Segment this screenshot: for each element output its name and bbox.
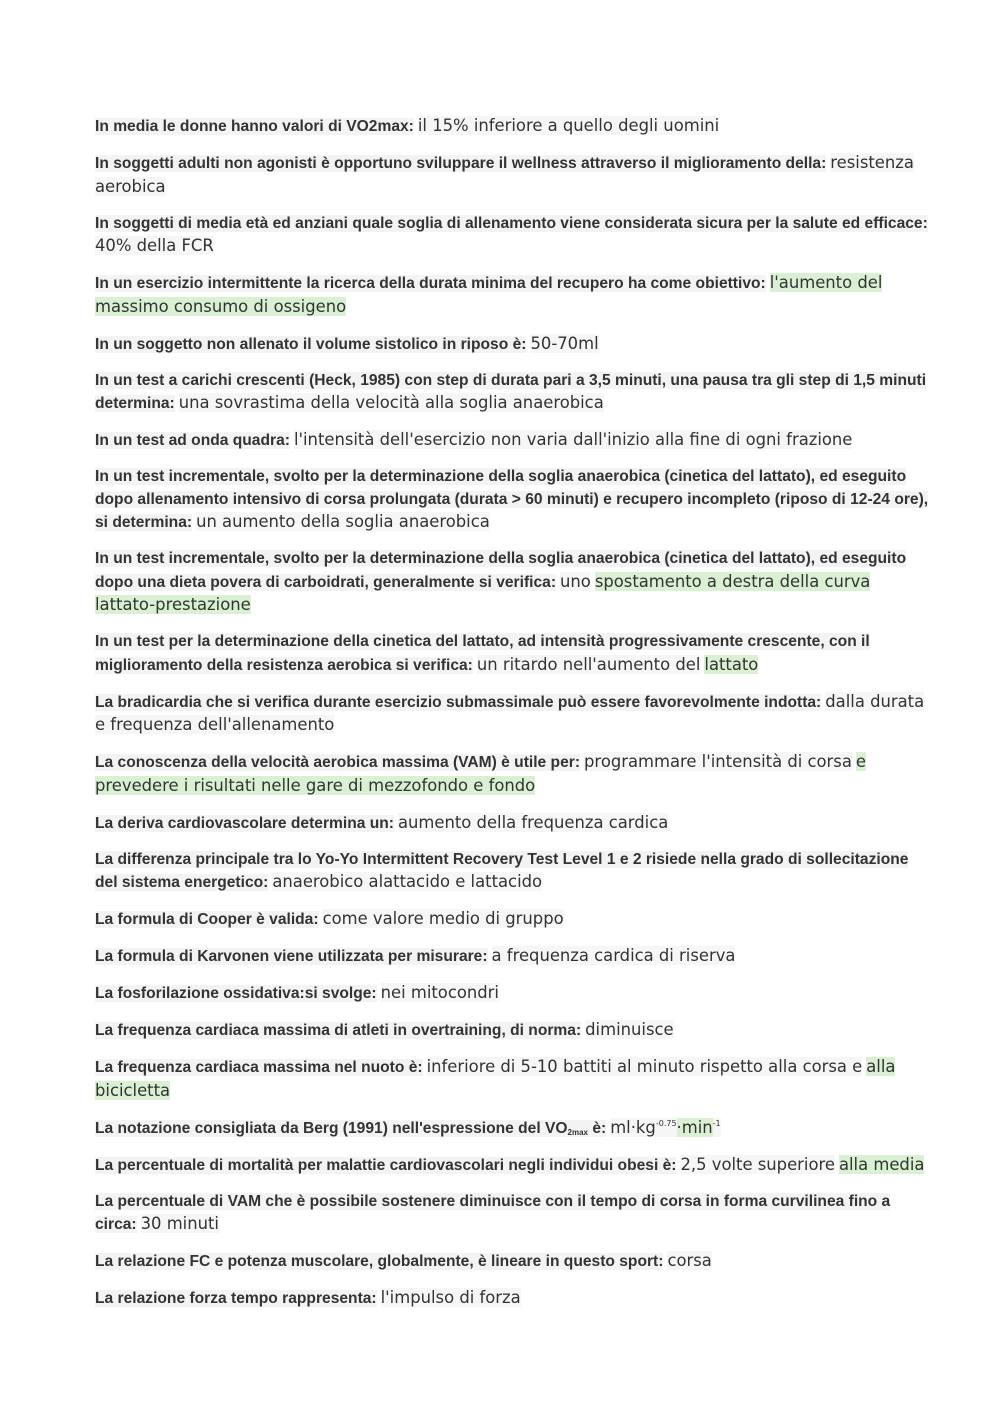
answer: 2,5 volte superiore: [680, 1154, 835, 1174]
question: La relazione FC e potenza muscolare, globalmente, è lineare in questo sport:: [95, 1253, 664, 1270]
answer-unit: [610, 1118, 676, 1137]
qa-entry-berg: [95, 1117, 935, 1141]
qa-entry: [95, 1056, 935, 1103]
question: In un test incrementale, svolto per la determinazione della soglia anaerobica (cinetica del lattato), ed eseguito dopo allenamento intensivo di corsa prolungata (durata > 60 minuti) e recupero incompleto (riposo di 12-24 ore), si determina:: [95, 468, 929, 531]
question: In un test per la determinazione della cinetica del lattato, ad intensità progressivamente crescente, con il miglioramento della resistenza aerobica si verifica:: [95, 633, 870, 674]
document-page: [95, 115, 935, 1324]
question: In un soggetto non allenato il volume sistolico in riposo è:: [95, 335, 527, 353]
qa-entry: [95, 631, 935, 677]
qa-entry: [95, 370, 935, 416]
question: In un test a carichi crescenti (Heck, 1985) con step di durata pari a 3,5 minuti, una pausa tra gli step di 1,5 minuti determina:: [95, 371, 927, 412]
answer: inferiore di 5-10 battiti al minuto rispetto alla corsa e: [426, 1057, 863, 1076]
answer: 40% della FCR: [95, 236, 214, 255]
answer-highlighted: e prevedere i risultati nelle gare di mezzofondo e fondo: [95, 752, 866, 795]
question: In soggetti di media età ed anziani quale soglia di allenamento viene considerata sicura per la salute ed efficace:: [95, 214, 928, 232]
question: In soggetti adulti non agonisti è opportuno sviluppare il wellness attraverso il miglioramento della:: [95, 155, 827, 172]
answer-highlighted: lattato: [704, 654, 759, 674]
answer-unit-end: [713, 1118, 721, 1137]
question: In media le donne hanno valori di VO2max:: [95, 118, 414, 135]
qa-entry: [95, 152, 935, 199]
answer: l'impulso di forza: [380, 1288, 521, 1307]
qa-entry: [95, 115, 935, 139]
answer: diminuisce: [585, 1020, 674, 1039]
answer: anaerobico alattacido e lattacido: [272, 872, 543, 891]
unit-exponent-min: -1: [712, 1118, 721, 1128]
answer: il 15% inferiore a quello degli uomini: [417, 116, 720, 135]
answer: un aumento della soglia anaerobica: [196, 512, 490, 531]
question: In un test incrementale, svolto per la determinazione della soglia anaerobica (cinetica del lattato), ed eseguito dopo una dieta povera di carboidrati, generalmente si verifica:: [95, 550, 907, 591]
question: La deriva cardiovascolare determina un:: [95, 814, 394, 832]
qa-entry: [95, 466, 935, 535]
question: La conoscenza della velocità aerobica massima (VAM) è utile per:: [95, 754, 581, 771]
question-end: è:: [588, 1119, 607, 1137]
qa-entry: [95, 548, 935, 618]
qa-entry: [95, 1250, 935, 1274]
answer-highlighted: alla bicicletta: [95, 1057, 896, 1100]
answer: una sovrastima della velocità alla soglia anaerobica: [178, 393, 604, 412]
question: La fosforilazione ossidativa:si svolge:: [95, 985, 377, 1002]
answer: programmare l'intensità di corsa: [584, 752, 852, 771]
qa-entry: [95, 945, 935, 969]
qa-entry: [95, 429, 935, 453]
answer-highlighted: alla media: [838, 1154, 925, 1174]
question-text: La notazione consigliata da Berg (1991) nell'espressione del VO: [95, 1119, 568, 1137]
answer: l'intensità dell'esercizio non varia dall'inizio alla fine di ogni frazione: [293, 430, 853, 449]
question: La percentuale di VAM che è possibile sostenere diminuisce con il tempo di corsa in forma curvilinea fino a circa:: [95, 1192, 891, 1233]
qa-entry: [95, 908, 935, 932]
question: La frequenza cardiaca massima nel nuoto è:: [95, 1059, 423, 1076]
answer: 50-70ml: [530, 333, 599, 353]
question: La formula di Karvonen viene utilizzata per misurare:: [95, 948, 488, 965]
answer: come valore medio di gruppo: [322, 909, 564, 928]
qa-entry: [95, 1191, 935, 1237]
question: La frequenza cardiaca massima di atleti in overtraining, di norma:: [95, 1022, 582, 1039]
qa-entry: [95, 812, 935, 836]
qa-entry: [95, 1154, 935, 1178]
unit-exponent-kg: -0.75: [655, 1118, 677, 1128]
vo2-subscript: 2max: [567, 1127, 588, 1137]
qa-entry: [95, 1287, 935, 1311]
qa-entry: [95, 691, 935, 738]
question: In un esercizio intermittente la ricerca della durata minima del recupero ha come obiettivo:: [95, 275, 766, 292]
answer: dalla durata e frequenza dell'allenamento: [95, 691, 925, 734]
qa-entry: [95, 213, 935, 259]
qa-entry: [95, 982, 935, 1006]
answer: uno: [560, 571, 591, 591]
question: La relazione forza tempo rappresenta:: [95, 1290, 377, 1307]
question: La bradicardia che si verifica durante esercizio submassimale può essere favorevolmente indotta:: [95, 693, 822, 711]
question: La differenza principale tra lo Yo-Yo Intermittent Recovery Test Level 1 e 2 risiede nella grado di sollecitazione del sistema energetico:: [95, 850, 909, 891]
answer: a frequenza cardica di riserva: [491, 946, 736, 965]
answer: nei mitocondri: [380, 983, 499, 1002]
answer-highlighted: l'aumento del massimo consumo di ossigeno: [95, 273, 883, 316]
qa-entry: [95, 333, 935, 357]
answer: aumento della frequenza cardica: [398, 812, 669, 832]
question: [95, 1120, 606, 1137]
answer: un ritardo nell'aumento del: [476, 654, 701, 674]
qa-entry: [95, 849, 935, 895]
question: In un test ad onda quadra:: [95, 432, 290, 449]
answer-highlighted: ·min: [676, 1117, 713, 1137]
qa-entry: [95, 751, 935, 798]
answer: resistenza aerobica: [95, 153, 914, 196]
qa-entry: [95, 272, 935, 319]
answer: 30 minuti: [140, 1214, 219, 1233]
answer-highlighted: spostamento a destra della curva lattato-prestazione: [95, 571, 871, 614]
answer: corsa: [667, 1251, 712, 1270]
qa-entry: [95, 1019, 935, 1043]
question: La percentuale di mortalità per malattie cardiovascolari negli individui obesi è:: [95, 1156, 677, 1174]
question: La formula di Cooper è valida:: [95, 911, 319, 928]
unit-ml-kg: ml·kg: [610, 1117, 656, 1137]
